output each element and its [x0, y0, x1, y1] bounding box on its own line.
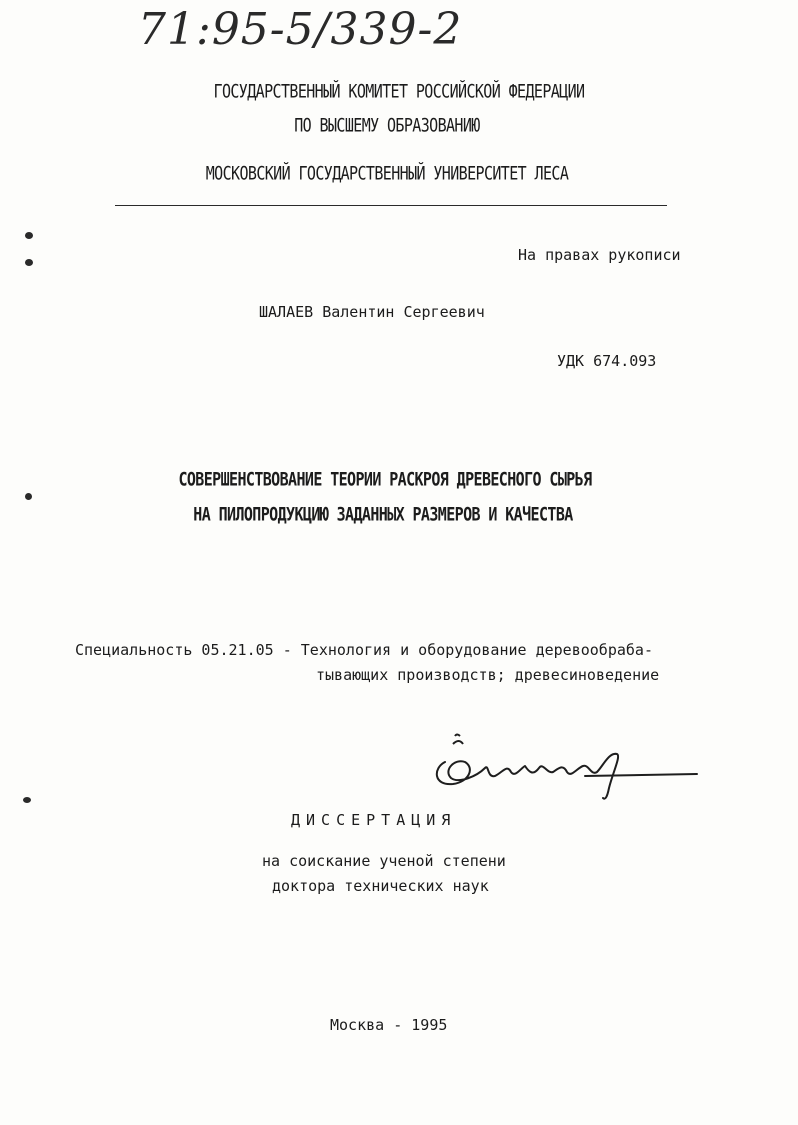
university-name: МОСКОВСКИЙ ГОСУДАРСТВЕННЫЙ УНИВЕРСИТЕТ ЛЕСА [205, 161, 569, 185]
specialty-line-2: тывающих производств; древесиноведение [316, 666, 660, 684]
margin-mark [25, 493, 32, 500]
document-type: ДИССЕРТАЦИЯ [291, 811, 457, 829]
header-divider [115, 205, 667, 206]
author-name: ШАЛАЕВ Валентин Сергеевич [259, 303, 485, 321]
dissertation-title-line-1: СОВЕРШЕНСТВОВАНИЕ ТЕОРИИ РАСКРОЯ ДРЕВЕСНОГО СЫРЬЯ [178, 467, 592, 491]
author-signature [425, 732, 705, 802]
degree-line-2: доктора технических наук [272, 877, 489, 895]
handwritten-catalog-number: 71:95-5/339-2 [138, 4, 463, 55]
degree-line-1: на соискание ученой степени [262, 852, 506, 870]
margin-mark [25, 259, 33, 266]
specialty-line-1: Специальность 05.21.05 - Технология и оборудование деревообраба- [75, 641, 653, 659]
committee-line-1: ГОСУДАРСТВЕННЫЙ КОМИТЕТ РОССИЙСКОЙ ФЕДЕРАЦИИ [213, 79, 585, 103]
dissertation-title-line-2: НА ПИЛОПРОДУКЦИЮ ЗАДАННЫХ РАЗМЕРОВ И КАЧЕСТВА [193, 502, 573, 526]
udc-code: УДК 674.093 [557, 352, 657, 370]
place-and-year: Москва - 1995 [330, 1016, 448, 1034]
manuscript-note: На правах рукописи [518, 246, 681, 264]
committee-line-2: ПО ВЫСШЕМУ ОБРАЗОВАНИЮ [294, 113, 480, 137]
margin-mark [25, 232, 33, 239]
margin-mark [23, 797, 31, 803]
